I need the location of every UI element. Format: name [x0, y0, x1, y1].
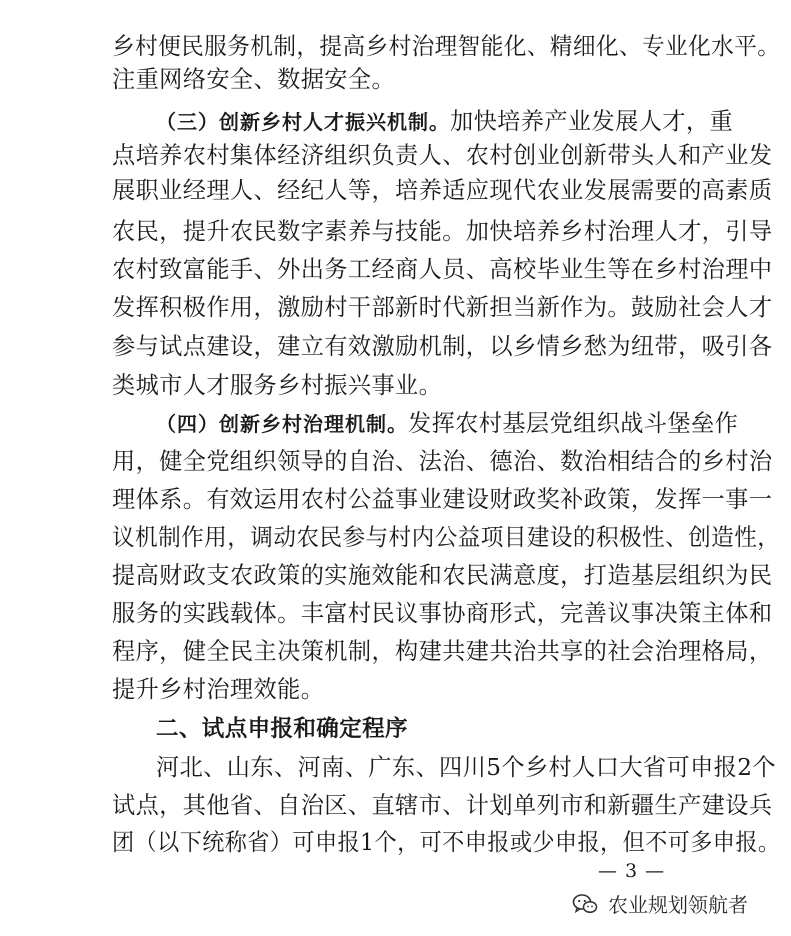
paragraph-line: 注重网络安全、数据安全。 [112, 66, 396, 93]
paragraph-line: 参与试点建设，建立有效激励机制，以乡情乡愁为纽带，吸引各 [112, 333, 773, 360]
paragraph-line: 发挥积极作用，激励村干部新时代新担当新作为。鼓励社会人才 [112, 294, 773, 321]
paragraph-line: 议机制作用，调动农民参与村内公益项目建设的积极性、创造性， [112, 524, 781, 551]
paragraph-line: 乡村便民服务机制，提高乡村治理智能化、精细化、专业化水平。 [112, 33, 781, 60]
paragraph-line: 农民，提升农民数字素养与技能。加快培养乡村治理人才，引导 [112, 218, 773, 245]
paragraph-line: 团（以下统称省）可申报1个，可不申报或少申报，但不可多申报。 [112, 829, 781, 856]
paragraph-line: 试点，其他省、自治区、直辖市、计划单列市和新疆生产建设兵 [112, 792, 773, 819]
paragraph-line: 农村致富能手、外出务工经商人员、高校毕业生等在乡村治理中 [112, 256, 773, 283]
paragraph-line: 类城市人才服务乡村振兴事业。 [112, 372, 443, 399]
watermark [572, 889, 748, 918]
paragraph-line: 理体系。有效运用农村公益事业建设财政奖补政策，发挥一事一 [112, 486, 773, 513]
section-four-lead: （四）创新乡村治理机制。 [156, 412, 408, 436]
section-three-line: （三）创新乡村人才振兴机制。加快培养产业发展人才，重 [156, 108, 734, 135]
paragraph-line: 程序，健全民主决策机制，构建共建共治共享的社会治理格局， [112, 638, 773, 665]
paragraph-line: 点培养农村集体经济组织负责人、农村创业创新带头人和产业发 [112, 142, 773, 169]
section-heading: 二、试点申报和确定程序 [156, 716, 408, 742]
paragraph-line: 展职业经理人、经纪人等，培养适应现代农业发展需要的高素质 [112, 177, 773, 204]
paragraph-line: 提高财政支农政策的实施效能和农民满意度，打造基层组织为民 [112, 562, 773, 589]
section-three-lead: （三）创新乡村人才振兴机制。 [156, 110, 450, 134]
section-four-line: （四）创新乡村治理机制。发挥农村基层党组织战斗堡垒作 [156, 410, 739, 437]
paragraph-line: 服务的实践载体。丰富村民议事协商形式，完善议事决策主体和 [112, 600, 773, 627]
wechat-icon [572, 892, 598, 916]
paragraph-line: 提升乡村治理效能。 [112, 676, 325, 703]
paragraph-line: 河北、山东、河南、广东、四川5个乡村人口大省可申报2个 [156, 754, 776, 781]
watermark-label: 农业规划领航者 [608, 893, 748, 917]
paragraph-line: 用，健全党组织领导的自治、法治、德治、数治相结合的乡村治 [112, 448, 773, 475]
page-number: — 3 — [598, 860, 666, 882]
